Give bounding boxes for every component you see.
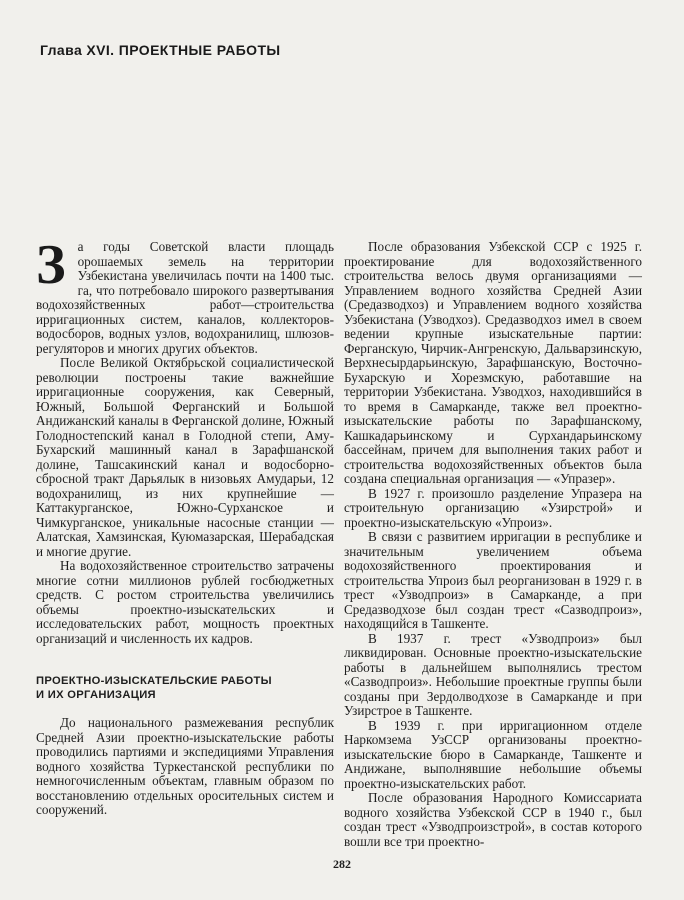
chapter-title: Глава XVI. ПРОЕКТНЫЕ РАБОТЫ <box>40 42 281 58</box>
left-column <box>36 234 334 818</box>
paragraph: После Великой Октябрьской социалистической революции построены такие важнейшие ирригационные сооружения, как Северный, Южный, Большой Ферганский и Большой Андижанский каналы в Ферганской долине, Южный Голодностепский канал в Голодной степи, Аму-Бухарский машинный канал в Зарафшанской долине, Ташсакинский канал и водосборно-сбросной тракт Дарьялык в низовьях Амударьи, 12 водохранилищ, из них крупнейшие — Каттакурганское, Южно-Сурханское и Чимкурганское, уникальные насосные станции — Алатская, Хамзинская, Куюмазарская, Шерабадская и многие другие. <box>36 355 334 559</box>
dropcap-letter: З <box>36 234 66 296</box>
paragraph-text: а годы Советской власти площадь орошаемых земель на территории Узбекистана увеличилась почти на 1400 тыс. га, что потребовало широкого развертывания водохозяйственных работ—строительства ирригационных систем, каналов, коллекторов-водосборов, водных узлов, водохранилищ, шлюзов-регуляторов и многих других объектов. <box>36 239 334 356</box>
right-column <box>344 240 642 849</box>
paragraph: В 1937 г. трест «Узводпроиз» был ликвидирован. Основные проектно-изыскательские работы в дальнейшем выполнялись трестом «Сазводпроиз». Небольшие проектные группы были созданы при Зердолводхозе в Самарканде и при Узирстрое в Ташкенте. <box>344 630 642 718</box>
section-heading <box>36 674 334 702</box>
paragraph: В 1927 г. произошло разделение Упразера на строительную организацию «Узирстрой» и проектно-изыскательскую «Упроиз». <box>344 485 642 530</box>
section-heading-line: И ИХ ОРГАНИЗАЦИЯ <box>36 689 156 701</box>
paragraph: В связи с развитием ирригации в республике и значительным увеличением объема водохозяйственного проектирования и строительства Упроиз был реорганизован в 1929 г. в трест «Узводпроиз» в Самарканде, а при Средазводхозе был создан трест «Сазводпроиз», находящийся в Ташкенте. <box>344 529 642 631</box>
paragraph: В 1939 г. при ирригационном отделе Наркомзема УзССР организованы проектно-изыскательские бюро в Самарканде, Ташкенте и Андижане, выполнявшие небольшие объемы проектно-изыскательских работ. <box>344 717 642 791</box>
paragraph <box>36 234 334 356</box>
paragraph: После образования Народного Комиссариата водного хозяйства Узбекской ССР в 1940 г., был создан трест «Узводпроизстрой», в состав которого вошли все три проектно- <box>344 790 642 849</box>
page-number: 282 <box>333 857 351 871</box>
paragraph: На водохозяйственное строительство затрачены многие сотни миллионов рублей госбюджетных средств. С ростом строительства увеличились объемы проектно-изыскательских и исследовательских работ, мощность проектных организаций и численность их кадров. <box>36 558 334 646</box>
paragraph: После образования Узбекской ССР с 1925 г. проектирование для водохозяйственного строительства велось двумя организациями — Управлением водного хозяйства Средней Азии (Средазводхоз) и Управлением водного хозяйства Узбекистана (Узводхоз). Средазводхоз имел в своем ведении крупные изыскательные партии: Ферганскую, Чирчик-Ангренскую, Дальварзинскую, Верхнесырдарьинскую, Зарафшанскую, Восточно-Бухарскую и Хорезмскую, работавшие на территории Узбекистана. Узводхоз, находившийся в то время в Самарканде, также вел проектно-изыскательские работы по Зарафшанскому, Кашкадарьинскому и Сурхандарьинскому бассейнам, причем для выполнения таких работ и строительства водохозяйственных объектов была создана специальная организация — «Упразер». <box>344 239 642 486</box>
paragraph: До национального размежевания республик Средней Азии проектно-изыскательские работы проводились партиями и экспедициями Управления водного хозяйства Туркестанской республики по немногочисленным объектам, главным образом по восстановлению отдельных оросительных систем и сооружений. <box>36 715 334 817</box>
section-heading-line: ПРОЕКТНО-ИЗЫСКАТЕЛЬСКИЕ РАБОТЫ <box>36 675 272 687</box>
